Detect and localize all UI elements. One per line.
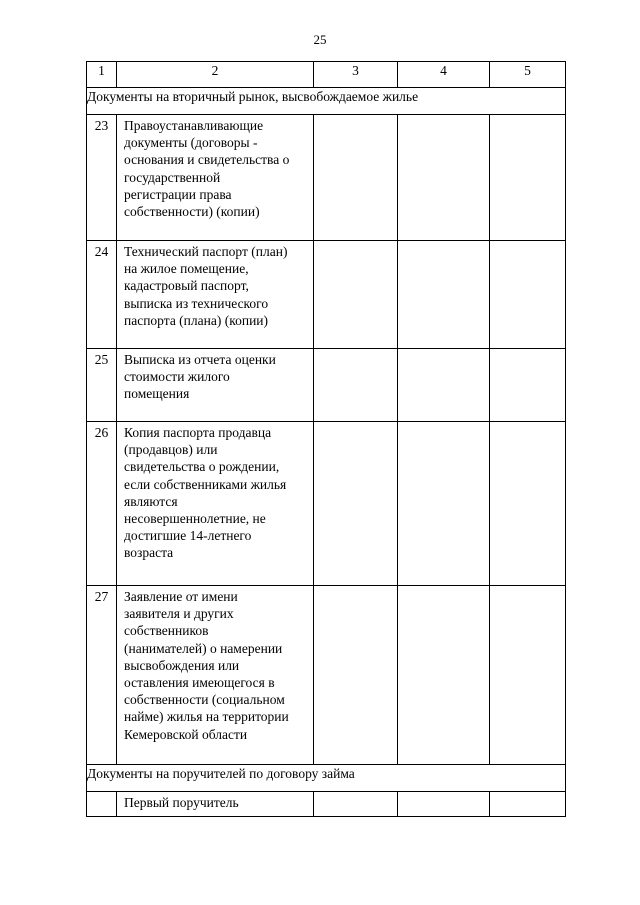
empty-cell bbox=[398, 349, 490, 422]
column-header-5: 5 bbox=[490, 62, 566, 88]
empty-cell bbox=[490, 422, 566, 586]
section-title: Документы на поручителей по договору займа bbox=[87, 765, 566, 792]
empty-cell bbox=[314, 115, 398, 241]
empty-cell bbox=[490, 349, 566, 422]
empty-cell bbox=[398, 115, 490, 241]
empty-cell bbox=[398, 792, 490, 817]
row-number: 24 bbox=[87, 241, 117, 349]
row-description: Технический паспорт (план) на жилое помещение, кадастровый паспорт, выписка из технического паспорта (плана) (копии) bbox=[117, 241, 314, 349]
empty-cell bbox=[314, 349, 398, 422]
table-row bbox=[87, 792, 566, 817]
row-description: Копия паспорта продавца (продавцов) или свидетельства о рождении, если собственниками жилья являются несовершеннолетние, не достигшие 14-летнего возраста bbox=[117, 422, 314, 586]
row-number: 23 bbox=[87, 115, 117, 241]
page-number: 25 bbox=[313, 32, 327, 47]
empty-cell bbox=[314, 792, 398, 817]
empty-cell bbox=[314, 422, 398, 586]
empty-cell bbox=[490, 586, 566, 765]
empty-cell bbox=[490, 241, 566, 349]
table-row bbox=[87, 115, 566, 241]
empty-cell bbox=[398, 241, 490, 349]
table-row bbox=[87, 586, 566, 765]
section-title: Документы на вторичный рынок, высвобождаемое жилье bbox=[87, 88, 566, 115]
section-header bbox=[87, 765, 566, 792]
empty-cell bbox=[398, 422, 490, 586]
empty-cell bbox=[490, 115, 566, 241]
table-row bbox=[87, 349, 566, 422]
row-description: Выписка из отчета оценки стоимости жилого помещения bbox=[117, 349, 314, 422]
column-header-3: 3 bbox=[314, 62, 398, 88]
row-description: Первый поручитель bbox=[117, 792, 314, 817]
column-header-1: 1 bbox=[87, 62, 117, 88]
row-number: 26 bbox=[87, 422, 117, 586]
empty-cell bbox=[314, 586, 398, 765]
section-header bbox=[87, 88, 566, 115]
documents-table bbox=[86, 61, 566, 817]
row-description: Заявление от имени заявителя и других собственников (нанимателей) о намерении высвобождения или оставления имеющегося в собственности (социальном найме) жилья на территории Кемеровской области bbox=[117, 586, 314, 765]
column-header-2: 2 bbox=[117, 62, 314, 88]
table-row bbox=[87, 422, 566, 586]
table-row bbox=[87, 241, 566, 349]
row-number: 27 bbox=[87, 586, 117, 765]
row-description: Правоустанавливающие документы (договоры - основания и свидетельства о государственной регистрации права собственности) (копии) bbox=[117, 115, 314, 241]
column-header-4: 4 bbox=[398, 62, 490, 88]
row-number: 25 bbox=[87, 349, 117, 422]
empty-cell bbox=[398, 586, 490, 765]
empty-cell bbox=[490, 792, 566, 817]
header-row bbox=[87, 62, 566, 88]
empty-cell bbox=[314, 241, 398, 349]
row-number bbox=[87, 792, 117, 817]
